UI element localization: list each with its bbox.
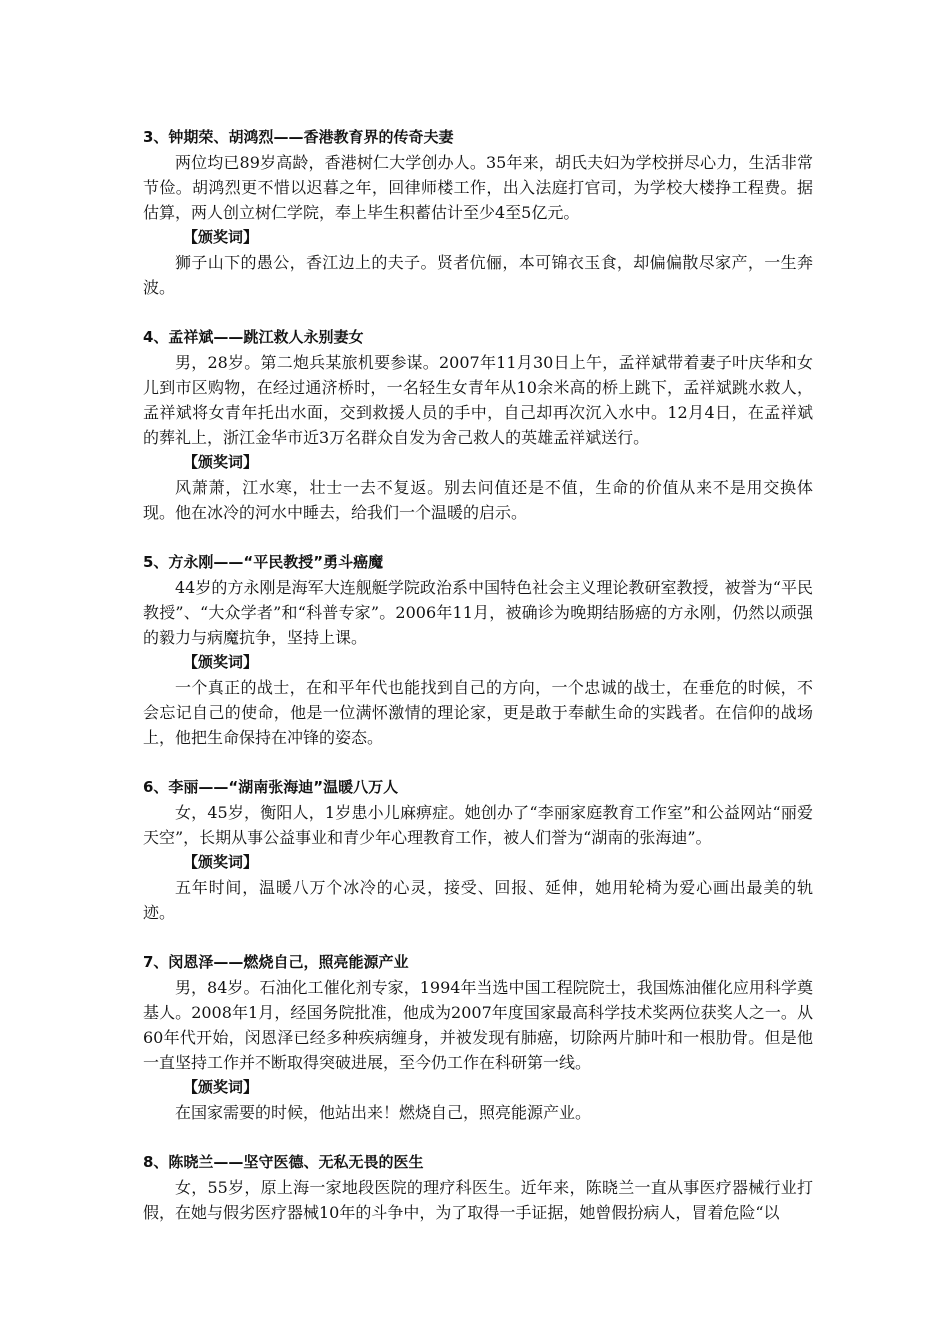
document-page xyxy=(143,124,813,1249)
award-citation: 一个真正的战士，在和平年代也能找到自己的方向，一个忠诚的战士，在垂危的时候，不会忘记自己的使命，他是一位满怀激情的理论家，更是敢于奉献生命的实践者。在信仰的战场上，他把生命保持在冲锋的姿态。 xyxy=(143,678,813,747)
award-label: 【颁奖词】 xyxy=(183,453,259,471)
section-body: 女，55岁，原上海一家地段医院的理疗科医生。近年来，陈晓兰一直从事医疗器械行业打假，在她与假劣医疗器械10年的斗争中，为了取得一手证据，她曾假扮病人，冒着危险“以 xyxy=(143,1178,813,1222)
section-body: 女，45岁，衡阳人，1岁患小儿麻痹症。她创办了“李丽家庭教育工作室”和公益网站“丽爱天空”，长期从事公益事业和青少年心理教育工作，被人们誉为“湖南的张海迪”。 xyxy=(143,803,813,847)
section-8 xyxy=(143,1149,813,1225)
section-title: 3、钟期荣、胡鸿烈——香港教育界的传奇夫妻 xyxy=(143,128,454,146)
section-7 xyxy=(143,949,813,1125)
section-title: 5、方永刚——“平民教授”勇斗癌魔 xyxy=(143,553,384,571)
award-citation: 五年时间，温暖八万个冰冷的心灵，接受、回报、延伸，她用轮椅为爱心画出最美的轨迹。 xyxy=(143,878,813,922)
section-title: 7、闵恩泽——燃烧自己，照亮能源产业 xyxy=(143,953,409,971)
section-5 xyxy=(143,549,813,750)
award-label: 【颁奖词】 xyxy=(183,228,259,246)
award-label: 【颁奖词】 xyxy=(183,853,259,871)
section-body: 44岁的方永刚是海军大连舰艇学院政治系中国特色社会主义理论教研室教授，被誉为“平民教授”、“大众学者”和“科普专家”。2006年11月，被确诊为晚期结肠癌的方永刚，仍然以顽强的毅力与病魔抗争，坚持上课。 xyxy=(143,578,813,647)
section-title: 4、孟祥斌——跳江救人永别妻女 xyxy=(143,328,364,346)
section-body: 男，28岁。第二炮兵某旅机要参谋。2007年11月30日上午，孟祥斌带着妻子叶庆华和女儿到市区购物，在经过通济桥时，一名轻生女青年从10余米高的桥上跳下，孟祥斌跳水救人，孟祥斌将女青年托出水面，交到救援人员的手中，自己却再次沉入水中。12月4日，在孟祥斌的葬礼上，浙江金华市近3万名群众自发为舍己救人的英雄孟祥斌送行。 xyxy=(143,353,813,447)
award-label: 【颁奖词】 xyxy=(183,653,259,671)
award-citation: 在国家需要的时候，他站出来！燃烧自己，照亮能源产业。 xyxy=(175,1103,592,1122)
award-citation: 风萧萧，江水寒，壮士一去不复返。别去问值还是不值，生命的价值从来不是用交换体现。他在冰冷的河水中睡去，给我们一个温暖的启示。 xyxy=(143,478,813,522)
section-body: 男，84岁。石油化工催化剂专家，1994年当选中国工程院院士，我国炼油催化应用科学奠基人。2008年1月，经国务院批准，他成为2007年度国家最高科学技术奖两位获奖人之一。从60年代开始，闵恩泽已经多种疾病缠身，并被发现有肺癌，切除两片肺叶和一根肋骨。但是他一直坚持工作并不断取得突破进展，至今仍工作在科研第一线。 xyxy=(143,978,813,1072)
section-title: 6、李丽——“湖南张海迪”温暖八万人 xyxy=(143,778,399,796)
section-title: 8、陈晓兰——坚守医德、无私无畏的医生 xyxy=(143,1153,424,1171)
award-label: 【颁奖词】 xyxy=(183,1078,259,1096)
section-3 xyxy=(143,124,813,300)
section-body: 两位均已89岁高龄，香港树仁大学创办人。35年来，胡氏夫妇为学校拼尽心力，生活非常节俭。胡鸿烈更不惜以迟暮之年，回律师楼工作，出入法庭打官司，为学校大楼挣工程费。据估算，两人创立树仁学院，奉上毕生积蓄估计至少4至5亿元。 xyxy=(143,153,813,222)
award-citation: 狮子山下的愚公，香江边上的夫子。贤者伉俪，本可锦衣玉食，却偏偏散尽家产，一生奔波。 xyxy=(143,253,813,297)
section-6 xyxy=(143,774,813,925)
section-4 xyxy=(143,324,813,525)
